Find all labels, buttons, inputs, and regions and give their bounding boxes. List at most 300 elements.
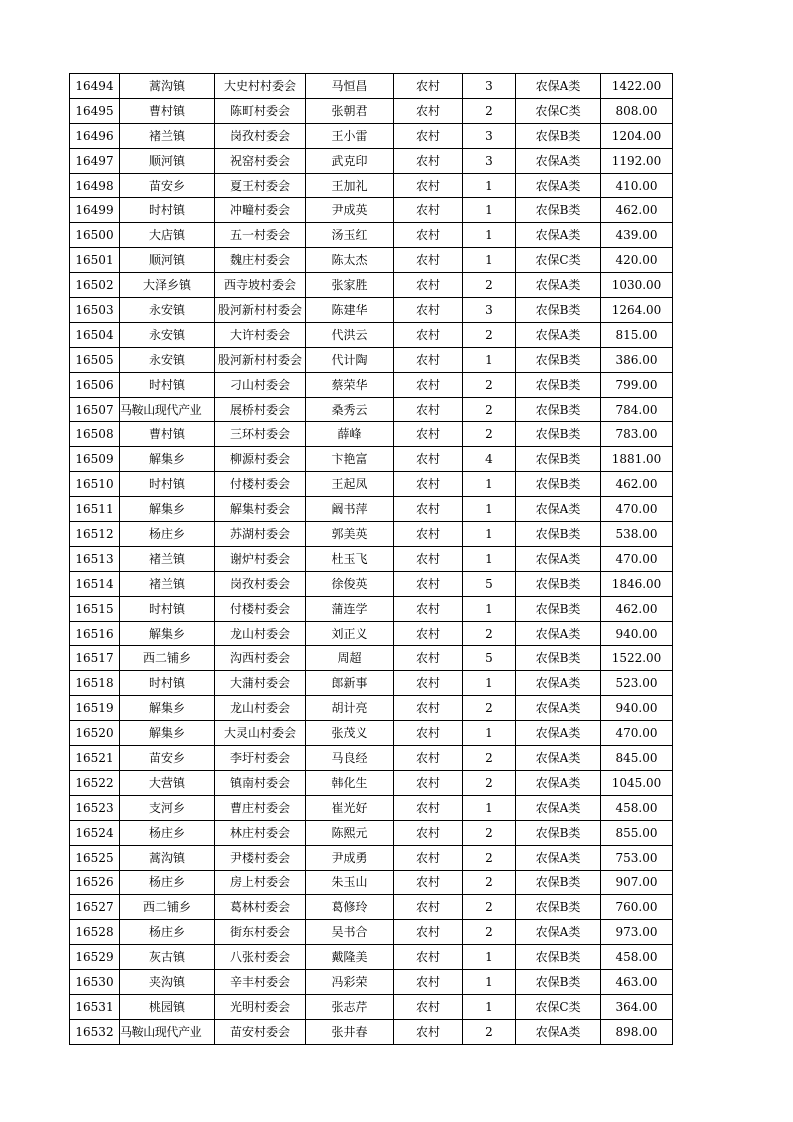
category-cell: 农保B类 bbox=[516, 646, 601, 671]
count-cell: 2 bbox=[463, 870, 516, 895]
id-cell: 16512 bbox=[70, 522, 120, 547]
data-table bbox=[69, 73, 673, 1045]
name-cell: 汤玉红 bbox=[306, 223, 394, 248]
name-cell: 张家胜 bbox=[306, 273, 394, 298]
category-cell: 农保C类 bbox=[516, 248, 601, 273]
amount-cell: 364.00 bbox=[601, 994, 673, 1019]
amount-cell: 462.00 bbox=[601, 472, 673, 497]
name-cell: 尹成勇 bbox=[306, 845, 394, 870]
area-cell: 农村 bbox=[394, 945, 463, 970]
amount-cell: 783.00 bbox=[601, 422, 673, 447]
table-row bbox=[70, 347, 673, 372]
village-cell: 股河新村村委会 bbox=[215, 298, 306, 323]
name-cell: 马良经 bbox=[306, 746, 394, 771]
town-cell: 褚兰镇 bbox=[120, 546, 215, 571]
table-row bbox=[70, 696, 673, 721]
name-cell: 王加礼 bbox=[306, 173, 394, 198]
area-cell: 农村 bbox=[394, 298, 463, 323]
village-cell: 曹庄村委会 bbox=[215, 795, 306, 820]
village-cell: 柳源村委会 bbox=[215, 447, 306, 472]
village-cell: 刁山村委会 bbox=[215, 372, 306, 397]
town-cell: 大泽乡镇 bbox=[120, 273, 215, 298]
name-cell: 刘正义 bbox=[306, 621, 394, 646]
name-cell: 尹成英 bbox=[306, 198, 394, 223]
village-cell: 魏庄村委会 bbox=[215, 248, 306, 273]
count-cell: 3 bbox=[463, 74, 516, 99]
amount-cell: 1204.00 bbox=[601, 123, 673, 148]
category-cell: 农保A类 bbox=[516, 795, 601, 820]
table-row bbox=[70, 273, 673, 298]
count-cell: 5 bbox=[463, 571, 516, 596]
table-row bbox=[70, 571, 673, 596]
category-cell: 农保B类 bbox=[516, 298, 601, 323]
category-cell: 农保A类 bbox=[516, 148, 601, 173]
name-cell: 胡计亮 bbox=[306, 696, 394, 721]
category-cell: 农保B类 bbox=[516, 397, 601, 422]
village-cell: 夏王村委会 bbox=[215, 173, 306, 198]
town-cell: 永安镇 bbox=[120, 322, 215, 347]
area-cell: 农村 bbox=[394, 845, 463, 870]
name-cell: 杜玉飞 bbox=[306, 546, 394, 571]
category-cell: 农保B类 bbox=[516, 198, 601, 223]
table-row bbox=[70, 820, 673, 845]
village-cell: 五一村委会 bbox=[215, 223, 306, 248]
village-cell: 展桥村委会 bbox=[215, 397, 306, 422]
id-cell: 16507 bbox=[70, 397, 120, 422]
table-row bbox=[70, 546, 673, 571]
village-cell: 股河新村村委会 bbox=[215, 347, 306, 372]
category-cell: 农保B类 bbox=[516, 820, 601, 845]
amount-cell: 784.00 bbox=[601, 397, 673, 422]
table-row bbox=[70, 198, 673, 223]
name-cell: 徐俊英 bbox=[306, 571, 394, 596]
village-cell: 葛林村委会 bbox=[215, 895, 306, 920]
village-cell: 龙山村委会 bbox=[215, 621, 306, 646]
count-cell: 2 bbox=[463, 746, 516, 771]
category-cell: 农保A类 bbox=[516, 223, 601, 248]
name-cell: 朱玉山 bbox=[306, 870, 394, 895]
table-row bbox=[70, 970, 673, 995]
count-cell: 3 bbox=[463, 148, 516, 173]
id-cell: 16519 bbox=[70, 696, 120, 721]
id-cell: 16524 bbox=[70, 820, 120, 845]
id-cell: 16506 bbox=[70, 372, 120, 397]
area-cell: 农村 bbox=[394, 546, 463, 571]
village-cell: 八张村委会 bbox=[215, 945, 306, 970]
table-row bbox=[70, 945, 673, 970]
name-cell: 武克印 bbox=[306, 148, 394, 173]
name-cell: 蒲连学 bbox=[306, 596, 394, 621]
area-cell: 农村 bbox=[394, 970, 463, 995]
town-cell: 时村镇 bbox=[120, 596, 215, 621]
area-cell: 农村 bbox=[394, 671, 463, 696]
table-row bbox=[70, 397, 673, 422]
village-cell: 光明村委会 bbox=[215, 994, 306, 1019]
count-cell: 1 bbox=[463, 596, 516, 621]
village-cell: 龙山村委会 bbox=[215, 696, 306, 721]
category-cell: 农保A类 bbox=[516, 1019, 601, 1044]
count-cell: 2 bbox=[463, 621, 516, 646]
table-row bbox=[70, 447, 673, 472]
category-cell: 农保B类 bbox=[516, 522, 601, 547]
amount-cell: 1030.00 bbox=[601, 273, 673, 298]
count-cell: 2 bbox=[463, 98, 516, 123]
village-cell: 李圩村委会 bbox=[215, 746, 306, 771]
category-cell: 农保A类 bbox=[516, 770, 601, 795]
amount-cell: 898.00 bbox=[601, 1019, 673, 1044]
area-cell: 农村 bbox=[394, 123, 463, 148]
village-cell: 苗安村委会 bbox=[215, 1019, 306, 1044]
village-cell: 西寺坡村委会 bbox=[215, 273, 306, 298]
village-cell: 祝窑村委会 bbox=[215, 148, 306, 173]
category-cell: 农保A类 bbox=[516, 845, 601, 870]
village-cell: 岗孜村委会 bbox=[215, 123, 306, 148]
amount-cell: 463.00 bbox=[601, 970, 673, 995]
table-row bbox=[70, 148, 673, 173]
town-cell: 解集乡 bbox=[120, 447, 215, 472]
category-cell: 农保B类 bbox=[516, 123, 601, 148]
town-cell: 褚兰镇 bbox=[120, 123, 215, 148]
area-cell: 农村 bbox=[394, 98, 463, 123]
area-cell: 农村 bbox=[394, 994, 463, 1019]
id-cell: 16503 bbox=[70, 298, 120, 323]
area-cell: 农村 bbox=[394, 372, 463, 397]
amount-cell: 1264.00 bbox=[601, 298, 673, 323]
count-cell: 1 bbox=[463, 223, 516, 248]
amount-cell: 458.00 bbox=[601, 795, 673, 820]
village-cell: 岗孜村委会 bbox=[215, 571, 306, 596]
count-cell: 1 bbox=[463, 546, 516, 571]
category-cell: 农保B类 bbox=[516, 472, 601, 497]
count-cell: 2 bbox=[463, 372, 516, 397]
area-cell: 农村 bbox=[394, 770, 463, 795]
id-cell: 16526 bbox=[70, 870, 120, 895]
town-cell: 马鞍山现代产业 bbox=[120, 397, 215, 422]
count-cell: 2 bbox=[463, 273, 516, 298]
town-cell: 大营镇 bbox=[120, 770, 215, 795]
table-row bbox=[70, 845, 673, 870]
amount-cell: 386.00 bbox=[601, 347, 673, 372]
table-row bbox=[70, 322, 673, 347]
category-cell: 农保C类 bbox=[516, 994, 601, 1019]
name-cell: 王起凤 bbox=[306, 472, 394, 497]
id-cell: 16518 bbox=[70, 671, 120, 696]
town-cell: 苗安乡 bbox=[120, 173, 215, 198]
count-cell: 1 bbox=[463, 522, 516, 547]
area-cell: 农村 bbox=[394, 596, 463, 621]
count-cell: 2 bbox=[463, 696, 516, 721]
id-cell: 16525 bbox=[70, 845, 120, 870]
area-cell: 农村 bbox=[394, 198, 463, 223]
town-cell: 时村镇 bbox=[120, 372, 215, 397]
id-cell: 16529 bbox=[70, 945, 120, 970]
id-cell: 16501 bbox=[70, 248, 120, 273]
category-cell: 农保A类 bbox=[516, 173, 601, 198]
amount-cell: 538.00 bbox=[601, 522, 673, 547]
id-cell: 16516 bbox=[70, 621, 120, 646]
category-cell: 农保C类 bbox=[516, 98, 601, 123]
village-cell: 辛丰村委会 bbox=[215, 970, 306, 995]
amount-cell: 462.00 bbox=[601, 596, 673, 621]
table-row bbox=[70, 795, 673, 820]
area-cell: 农村 bbox=[394, 173, 463, 198]
amount-cell: 1522.00 bbox=[601, 646, 673, 671]
table-row bbox=[70, 770, 673, 795]
area-cell: 农村 bbox=[394, 347, 463, 372]
amount-cell: 420.00 bbox=[601, 248, 673, 273]
id-cell: 16532 bbox=[70, 1019, 120, 1044]
count-cell: 2 bbox=[463, 397, 516, 422]
amount-cell: 470.00 bbox=[601, 546, 673, 571]
table-row bbox=[70, 721, 673, 746]
area-cell: 农村 bbox=[394, 1019, 463, 1044]
category-cell: 农保A类 bbox=[516, 920, 601, 945]
amount-cell: 1045.00 bbox=[601, 770, 673, 795]
amount-cell: 523.00 bbox=[601, 671, 673, 696]
table-row bbox=[70, 746, 673, 771]
id-cell: 16517 bbox=[70, 646, 120, 671]
area-cell: 农村 bbox=[394, 397, 463, 422]
town-cell: 解集乡 bbox=[120, 497, 215, 522]
town-cell: 解集乡 bbox=[120, 721, 215, 746]
amount-cell: 470.00 bbox=[601, 721, 673, 746]
id-cell: 16509 bbox=[70, 447, 120, 472]
category-cell: 农保B类 bbox=[516, 372, 601, 397]
category-cell: 农保A类 bbox=[516, 546, 601, 571]
id-cell: 16513 bbox=[70, 546, 120, 571]
town-cell: 曹村镇 bbox=[120, 98, 215, 123]
village-cell: 付楼村委会 bbox=[215, 596, 306, 621]
table-row bbox=[70, 123, 673, 148]
id-cell: 16527 bbox=[70, 895, 120, 920]
amount-cell: 973.00 bbox=[601, 920, 673, 945]
id-cell: 16510 bbox=[70, 472, 120, 497]
village-cell: 付楼村委会 bbox=[215, 472, 306, 497]
table-row bbox=[70, 596, 673, 621]
table-row bbox=[70, 472, 673, 497]
count-cell: 1 bbox=[463, 173, 516, 198]
id-cell: 16511 bbox=[70, 497, 120, 522]
amount-cell: 799.00 bbox=[601, 372, 673, 397]
table-row bbox=[70, 372, 673, 397]
category-cell: 农保B类 bbox=[516, 895, 601, 920]
name-cell: 韩化生 bbox=[306, 770, 394, 795]
category-cell: 农保A类 bbox=[516, 671, 601, 696]
id-cell: 16505 bbox=[70, 347, 120, 372]
village-cell: 房上村委会 bbox=[215, 870, 306, 895]
amount-cell: 808.00 bbox=[601, 98, 673, 123]
name-cell: 陈太杰 bbox=[306, 248, 394, 273]
town-cell: 时村镇 bbox=[120, 472, 215, 497]
name-cell: 桑秀云 bbox=[306, 397, 394, 422]
area-cell: 农村 bbox=[394, 820, 463, 845]
amount-cell: 760.00 bbox=[601, 895, 673, 920]
amount-cell: 815.00 bbox=[601, 322, 673, 347]
table-row bbox=[70, 497, 673, 522]
amount-cell: 1192.00 bbox=[601, 148, 673, 173]
area-cell: 农村 bbox=[394, 621, 463, 646]
town-cell: 时村镇 bbox=[120, 671, 215, 696]
village-cell: 谢炉村委会 bbox=[215, 546, 306, 571]
id-cell: 16515 bbox=[70, 596, 120, 621]
area-cell: 农村 bbox=[394, 571, 463, 596]
amount-cell: 845.00 bbox=[601, 746, 673, 771]
village-cell: 大灵山村委会 bbox=[215, 721, 306, 746]
amount-cell: 1422.00 bbox=[601, 74, 673, 99]
amount-cell: 855.00 bbox=[601, 820, 673, 845]
area-cell: 农村 bbox=[394, 148, 463, 173]
name-cell: 崔光好 bbox=[306, 795, 394, 820]
table-row bbox=[70, 422, 673, 447]
category-cell: 农保B类 bbox=[516, 571, 601, 596]
area-cell: 农村 bbox=[394, 795, 463, 820]
table-row bbox=[70, 248, 673, 273]
count-cell: 1 bbox=[463, 795, 516, 820]
area-cell: 农村 bbox=[394, 746, 463, 771]
town-cell: 顺河镇 bbox=[120, 248, 215, 273]
count-cell: 1 bbox=[463, 970, 516, 995]
village-cell: 街东村委会 bbox=[215, 920, 306, 945]
category-cell: 农保A类 bbox=[516, 322, 601, 347]
town-cell: 解集乡 bbox=[120, 696, 215, 721]
name-cell: 代计陶 bbox=[306, 347, 394, 372]
village-cell: 三环村委会 bbox=[215, 422, 306, 447]
table-row bbox=[70, 870, 673, 895]
town-cell: 时村镇 bbox=[120, 198, 215, 223]
town-cell: 杨庄乡 bbox=[120, 522, 215, 547]
count-cell: 2 bbox=[463, 845, 516, 870]
town-cell: 马鞍山现代产业 bbox=[120, 1019, 215, 1044]
category-cell: 农保A类 bbox=[516, 273, 601, 298]
village-cell: 冲疃村委会 bbox=[215, 198, 306, 223]
amount-cell: 470.00 bbox=[601, 497, 673, 522]
town-cell: 灰古镇 bbox=[120, 945, 215, 970]
amount-cell: 439.00 bbox=[601, 223, 673, 248]
id-cell: 16504 bbox=[70, 322, 120, 347]
table-row bbox=[70, 994, 673, 1019]
town-cell: 永安镇 bbox=[120, 298, 215, 323]
area-cell: 农村 bbox=[394, 522, 463, 547]
name-cell: 代洪云 bbox=[306, 322, 394, 347]
id-cell: 16502 bbox=[70, 273, 120, 298]
name-cell: 周超 bbox=[306, 646, 394, 671]
town-cell: 夹沟镇 bbox=[120, 970, 215, 995]
name-cell: 戴隆美 bbox=[306, 945, 394, 970]
town-cell: 蒿沟镇 bbox=[120, 845, 215, 870]
town-cell: 杨庄乡 bbox=[120, 820, 215, 845]
category-cell: 农保A类 bbox=[516, 497, 601, 522]
table-row bbox=[70, 223, 673, 248]
area-cell: 农村 bbox=[394, 646, 463, 671]
id-cell: 16523 bbox=[70, 795, 120, 820]
count-cell: 3 bbox=[463, 298, 516, 323]
count-cell: 1 bbox=[463, 198, 516, 223]
category-cell: 农保B类 bbox=[516, 970, 601, 995]
area-cell: 农村 bbox=[394, 322, 463, 347]
village-cell: 林庄村委会 bbox=[215, 820, 306, 845]
id-cell: 16514 bbox=[70, 571, 120, 596]
category-cell: 农保A类 bbox=[516, 621, 601, 646]
village-cell: 陈町村委会 bbox=[215, 98, 306, 123]
village-cell: 大蒲村委会 bbox=[215, 671, 306, 696]
town-cell: 杨庄乡 bbox=[120, 920, 215, 945]
town-cell: 支河乡 bbox=[120, 795, 215, 820]
count-cell: 1 bbox=[463, 671, 516, 696]
area-cell: 农村 bbox=[394, 74, 463, 99]
name-cell: 张茂义 bbox=[306, 721, 394, 746]
name-cell: 吴书合 bbox=[306, 920, 394, 945]
amount-cell: 940.00 bbox=[601, 621, 673, 646]
table-row bbox=[70, 895, 673, 920]
category-cell: 农保A类 bbox=[516, 74, 601, 99]
count-cell: 2 bbox=[463, 920, 516, 945]
category-cell: 农保B类 bbox=[516, 447, 601, 472]
id-cell: 16494 bbox=[70, 74, 120, 99]
area-cell: 农村 bbox=[394, 223, 463, 248]
name-cell: 张朝君 bbox=[306, 98, 394, 123]
town-cell: 解集乡 bbox=[120, 621, 215, 646]
count-cell: 1 bbox=[463, 347, 516, 372]
village-cell: 大史村村委会 bbox=[215, 74, 306, 99]
count-cell: 1 bbox=[463, 721, 516, 746]
town-cell: 杨庄乡 bbox=[120, 870, 215, 895]
amount-cell: 907.00 bbox=[601, 870, 673, 895]
area-cell: 农村 bbox=[394, 870, 463, 895]
town-cell: 顺河镇 bbox=[120, 148, 215, 173]
count-cell: 1 bbox=[463, 994, 516, 1019]
area-cell: 农村 bbox=[394, 721, 463, 746]
count-cell: 2 bbox=[463, 770, 516, 795]
village-cell: 尹楼村委会 bbox=[215, 845, 306, 870]
count-cell: 2 bbox=[463, 1019, 516, 1044]
count-cell: 3 bbox=[463, 123, 516, 148]
count-cell: 1 bbox=[463, 497, 516, 522]
table-row bbox=[70, 98, 673, 123]
area-cell: 农村 bbox=[394, 696, 463, 721]
name-cell: 马恒昌 bbox=[306, 74, 394, 99]
town-cell: 褚兰镇 bbox=[120, 571, 215, 596]
table-row bbox=[70, 173, 673, 198]
table-row bbox=[70, 74, 673, 99]
count-cell: 1 bbox=[463, 472, 516, 497]
category-cell: 农保A类 bbox=[516, 746, 601, 771]
table-row bbox=[70, 621, 673, 646]
amount-cell: 940.00 bbox=[601, 696, 673, 721]
name-cell: 卞艳富 bbox=[306, 447, 394, 472]
id-cell: 16496 bbox=[70, 123, 120, 148]
village-cell: 沟西村委会 bbox=[215, 646, 306, 671]
id-cell: 16522 bbox=[70, 770, 120, 795]
category-cell: 农保A类 bbox=[516, 721, 601, 746]
area-cell: 农村 bbox=[394, 447, 463, 472]
count-cell: 2 bbox=[463, 422, 516, 447]
count-cell: 4 bbox=[463, 447, 516, 472]
table-row bbox=[70, 522, 673, 547]
id-cell: 16495 bbox=[70, 98, 120, 123]
category-cell: 农保B类 bbox=[516, 422, 601, 447]
name-cell: 薛峰 bbox=[306, 422, 394, 447]
id-cell: 16530 bbox=[70, 970, 120, 995]
amount-cell: 410.00 bbox=[601, 173, 673, 198]
name-cell: 张井春 bbox=[306, 1019, 394, 1044]
name-cell: 阚书萍 bbox=[306, 497, 394, 522]
table-row bbox=[70, 671, 673, 696]
area-cell: 农村 bbox=[394, 472, 463, 497]
town-cell: 曹村镇 bbox=[120, 422, 215, 447]
id-cell: 16498 bbox=[70, 173, 120, 198]
table-row bbox=[70, 646, 673, 671]
table-row bbox=[70, 920, 673, 945]
